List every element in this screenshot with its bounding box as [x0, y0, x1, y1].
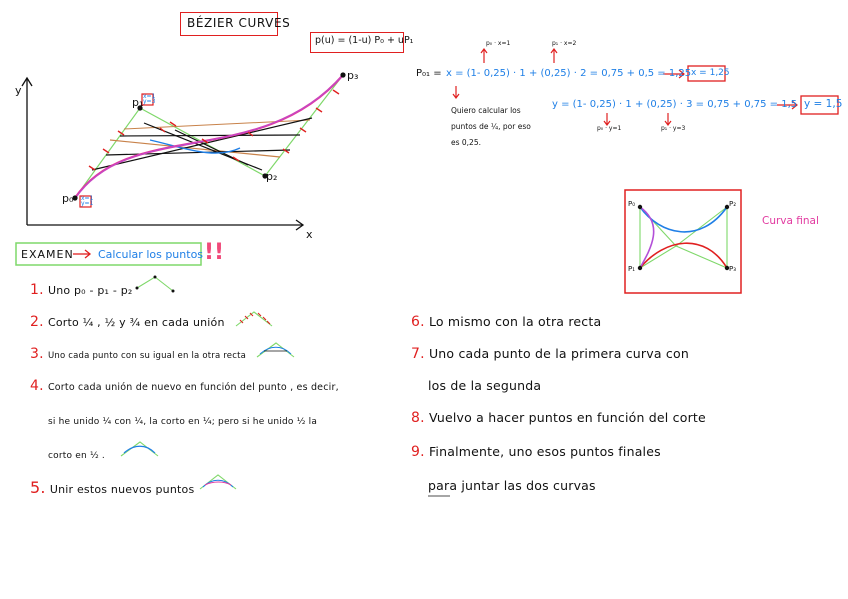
ann-p1y: p₁ · y=3: [661, 125, 686, 132]
p0-coords: x=1 y=1: [81, 195, 94, 207]
axis-y-label: y: [15, 84, 22, 97]
step4-icon: [121, 442, 158, 456]
step-4-line3-text: corto en ½ .: [48, 451, 105, 461]
step-9-line2: [428, 478, 596, 493]
step-9-text: Finalmente, uno esos puntos finales: [428, 444, 661, 459]
step-1: [30, 282, 133, 298]
step-8: [411, 410, 706, 426]
point-p2-label: p₂: [266, 170, 278, 183]
step-7-text: Uno cada punto de la primera curva con: [428, 346, 689, 361]
step-4-line3: [48, 446, 105, 461]
step-5: [30, 478, 194, 497]
step-2-text: Corto ¼ , ½ y ¾ en cada unión: [47, 316, 225, 329]
step2-icon: [236, 312, 272, 326]
ann-p1x: p₁ · x=2: [552, 40, 577, 47]
step-7-number: 7.: [411, 346, 425, 362]
calc-x-expression: x = (1- 0,25) · 1 + (0,25) · 2 = 0,75 + 0,5 = 1,25: [446, 68, 692, 79]
point-p1-label: p₁: [132, 96, 144, 109]
final-p2-label: P₂: [729, 200, 737, 208]
step-4-text: Corto cada unión de nuevo en función del punto , es decir,: [47, 382, 339, 393]
point-p3-label: p₃: [347, 69, 359, 82]
final-curve-label: Curva final: [762, 215, 819, 227]
exam-action: Calcular los puntos: [98, 248, 204, 261]
ann-p0y: p₀ · y=1: [597, 125, 622, 132]
step-2: [30, 314, 225, 330]
step-2-number: 2.: [30, 314, 44, 330]
calc-x-result: x = 1,25: [691, 68, 730, 78]
step-5-text: Unir estos nuevos puntos: [49, 483, 195, 496]
step1-icon: [136, 276, 175, 293]
calc-y-result: y = 1,5: [804, 98, 843, 110]
final-p0-label: P₀: [628, 200, 636, 208]
step-9: [411, 444, 661, 460]
step5-icon: [200, 475, 236, 489]
point-p0-label: p₀: [62, 192, 74, 205]
final-p1-label: P₁: [628, 265, 636, 273]
step3-icon: [257, 343, 294, 357]
axis-x-label: x: [306, 228, 313, 241]
bezier-formula: p(u) = (1-u) P₀ + uP₁: [315, 35, 414, 46]
final-p3-label: P₃: [729, 265, 737, 273]
step-3: [30, 346, 246, 362]
step-8-number: 8.: [411, 410, 425, 426]
step-1-number: 1.: [30, 282, 44, 298]
step-4: [30, 378, 339, 394]
calc-note: Quiero calcular los puntos de ¼, por eso es 0,25.: [451, 106, 531, 147]
step-5-number: 5.: [30, 478, 46, 497]
step-4-line2-text: si he unido ¼ con ¼, la corto en ¼; pero si he unido ½ la: [48, 417, 318, 427]
step-6: [411, 314, 601, 330]
exam-exclaim: !!: [204, 240, 225, 265]
page-title: BÉZIER CURVES: [187, 16, 291, 30]
step-3-text: Uno cada punto con su igual en la otra recta: [47, 351, 247, 361]
ann-p0x: p₀ · x=1: [486, 40, 511, 47]
step-7-line2-text: los de la segunda: [428, 378, 542, 393]
step-1-text: Uno p₀ - p₁ - p₂: [47, 284, 133, 297]
calc-label: P₀₁ =: [416, 68, 442, 79]
step-3-number: 3.: [30, 346, 44, 362]
step-4-line2: [48, 412, 317, 427]
p1-coords: x=1 y=3: [143, 93, 156, 105]
calc-y-expression: y = (1- 0,25) · 1 + (0,25) · 3 = 0,75 + 0,75 = 1,5: [552, 99, 798, 110]
step-8-text: Vuelvo a hacer puntos en función del corte: [428, 410, 706, 425]
step-9-line2-text: para juntar las dos curvas: [428, 478, 596, 493]
step-9-number: 9.: [411, 444, 425, 460]
step-4-number: 4.: [30, 378, 44, 394]
step-7-line2: [428, 378, 541, 393]
exam-label: EXAMEN: [21, 248, 74, 261]
step-7: [411, 346, 689, 362]
step-6-number: 6.: [411, 314, 425, 330]
step-6-text: Lo mismo con la otra recta: [428, 314, 602, 329]
